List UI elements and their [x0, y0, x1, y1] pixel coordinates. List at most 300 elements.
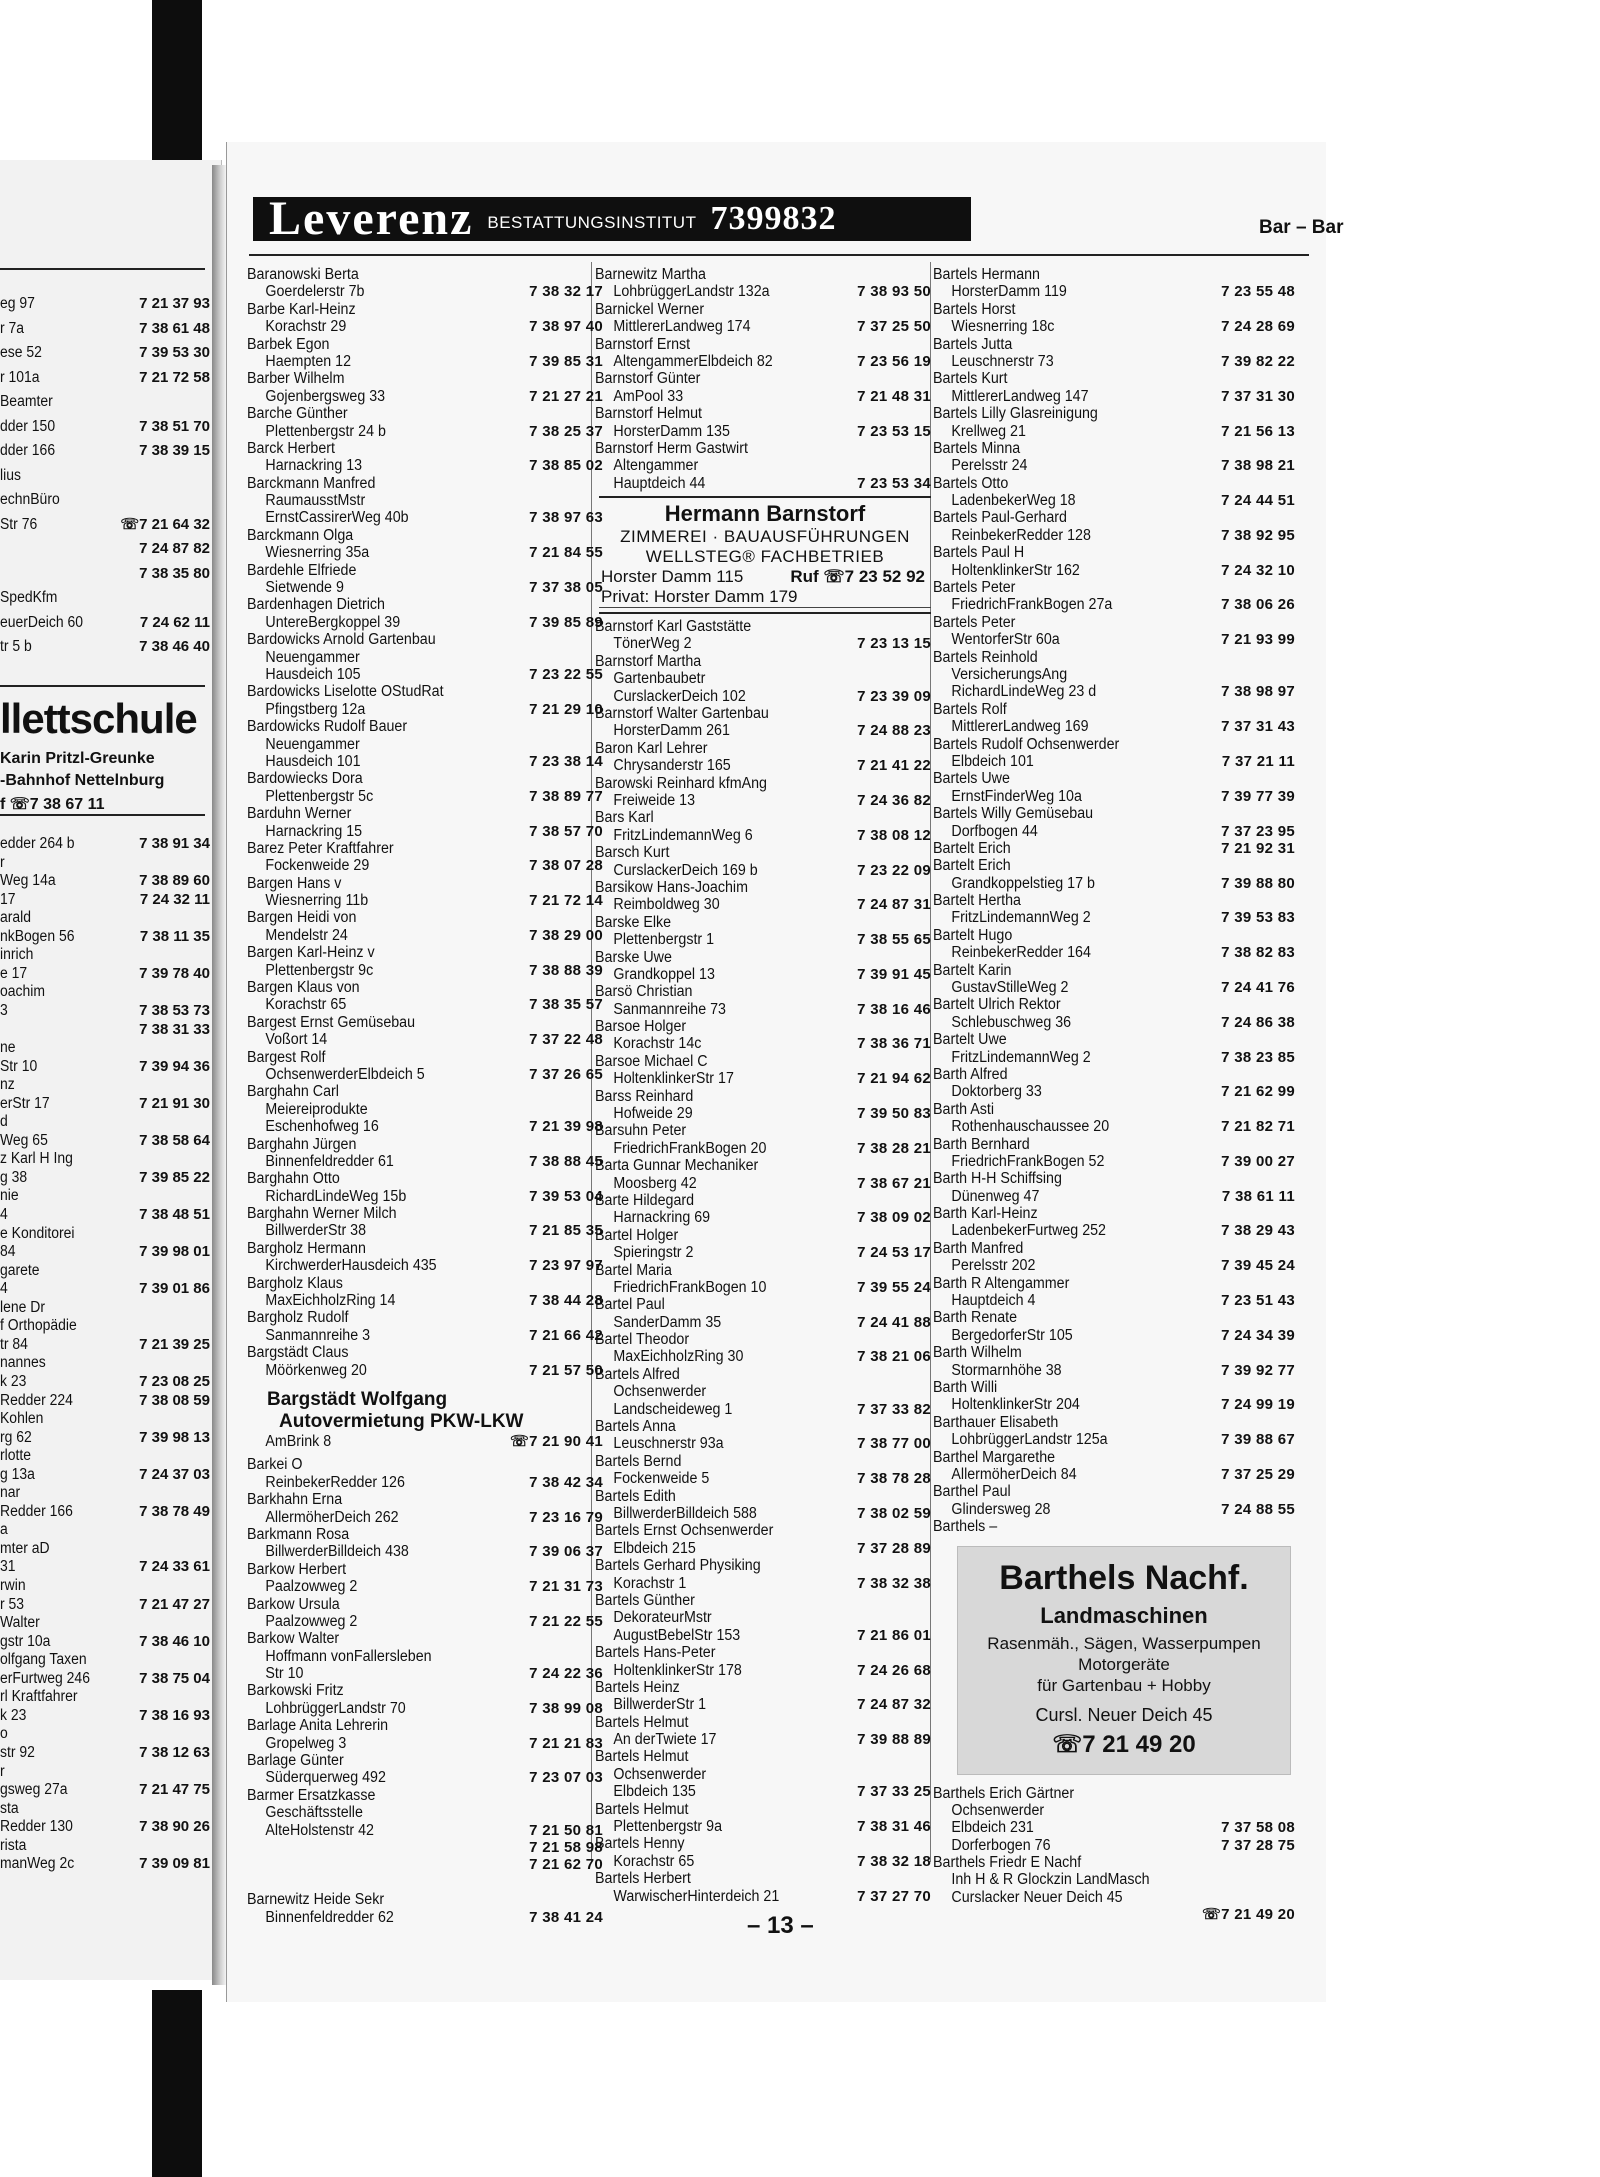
listing-line — [247, 1769, 607, 1786]
listing-line — [595, 1401, 935, 1418]
listing-line — [933, 770, 1299, 787]
left-listing-text: eg 97 — [0, 295, 35, 312]
listing-line — [595, 1001, 935, 1018]
address-text: Wiesnerring 11b — [265, 892, 369, 910]
subscriber-name: Bardowiecks Dora — [247, 770, 363, 788]
address-text: Str 10 — [265, 1665, 304, 1683]
listing-line — [247, 1613, 607, 1630]
listing-line — [595, 775, 935, 792]
left-page-rule — [0, 814, 205, 816]
left-listing-text: nar — [0, 1484, 21, 1502]
listing-line — [933, 649, 1299, 666]
ad-barnstorf-address — [599, 567, 931, 587]
listing-line — [247, 1066, 607, 1083]
subscriber-name: Barkmann Rosa — [247, 1525, 350, 1543]
listing-line — [595, 931, 935, 948]
listing-line — [595, 757, 935, 774]
phone-number: 7 38 48 51 — [139, 1206, 210, 1223]
address-text: Ochsenwerder — [951, 1801, 1045, 1819]
listing-line — [247, 614, 607, 631]
address-text: Harnackring 15 — [265, 822, 363, 840]
address-text: Rothenhauschaussee 20 — [951, 1118, 1110, 1136]
address-text: Plettenbergstr 24 b — [265, 422, 386, 440]
subscriber-name: Barmer Ersatzkasse — [247, 1786, 376, 1804]
listing-line — [595, 388, 935, 405]
left-listing-text: d — [0, 1113, 8, 1131]
phone-number: 7 23 13 15 — [857, 635, 931, 653]
left-listing-text: r 53 — [0, 1595, 25, 1613]
listing-line — [933, 562, 1299, 579]
listing-line — [595, 1244, 935, 1261]
subscriber-name: Bartelt Erich — [933, 857, 1011, 875]
subscriber-name: Barske Elke — [595, 913, 672, 931]
subscriber-name: Bartels Günther — [595, 1591, 695, 1609]
address-text: AllermöherDeich 262 — [265, 1508, 399, 1526]
address-text: Paalzowweg 2 — [265, 1578, 358, 1596]
listing-line — [247, 1240, 607, 1257]
phone-number: 7 37 33 82 — [857, 1400, 931, 1418]
phone-number: 7 38 25 37 — [529, 422, 603, 440]
listing-line — [595, 1557, 935, 1574]
subscriber-name: Bartel Maria — [595, 1261, 672, 1279]
listing-line — [247, 353, 607, 370]
left-listing-text: ese 52 — [0, 344, 42, 361]
subscriber-name: Baranowski Berta — [247, 266, 359, 283]
left-listing-text: f Orthopädie — [0, 1317, 77, 1335]
listing-line — [933, 1327, 1299, 1344]
subscriber-name: Bardenhagen Dietrich — [247, 596, 385, 614]
phone-number: 7 24 41 88 — [857, 1313, 931, 1331]
address-text: Dünenweg 47 — [951, 1187, 1040, 1205]
subscriber-name: Barckmann Olga — [247, 526, 354, 544]
subscriber-name: Bartels Uwe — [933, 770, 1010, 788]
listing-line — [595, 1053, 935, 1070]
left-ad-line: f ☏7 38 67 11 — [0, 796, 105, 813]
listing-line — [933, 1414, 1299, 1431]
left-listing-text: rista — [0, 1836, 27, 1854]
listing-line — [595, 318, 935, 335]
left-listing-text: r 7a — [0, 319, 25, 337]
address-text: AltengammerElbdeich 82 — [613, 352, 773, 370]
subscriber-name: Bartels Paul-Gerhard — [933, 509, 1067, 527]
listing-line — [247, 753, 607, 770]
subscriber-name: Barth Karl-Heinz — [933, 1205, 1038, 1223]
subscriber-name: Barduhn Werner — [247, 805, 352, 823]
subscriber-name: Barckmann Manfred — [247, 474, 376, 492]
subscriber-name: Bartels Anna — [595, 1418, 676, 1436]
address-text: ReinbekerRedder 126 — [265, 1473, 405, 1491]
ad-barthels-products: Rasenmäh., Sägen, Wasserpumpen — [987, 1633, 1261, 1653]
listing-line — [595, 809, 935, 826]
left-listing-text: o — [0, 1725, 8, 1743]
header-rule — [249, 254, 1309, 256]
phone-number: 7 21 72 14 — [529, 892, 603, 910]
listing-line — [595, 618, 935, 635]
subscriber-name: Barnewitz Martha — [595, 266, 706, 283]
left-listing-text: erFurtweg 246 — [0, 1669, 90, 1687]
listing-line — [247, 892, 607, 909]
listing-line — [933, 840, 1299, 857]
subscriber-name: Barsö Christian — [595, 983, 693, 1001]
listing-line — [247, 1804, 607, 1821]
left-listing-text: Redder 130 — [0, 1818, 73, 1836]
subscriber-name: Bartels Kurt — [933, 370, 1008, 388]
left-listing-text: 31 — [0, 1558, 16, 1576]
phone-number: 7 37 31 30 — [1221, 387, 1295, 405]
listing-line — [595, 1470, 935, 1487]
phone-number: 7 38 23 85 — [1221, 1048, 1295, 1066]
address-text: Binnenfeldredder 61 — [265, 1152, 394, 1170]
subscriber-name: Bardowicks Arnold Gartenbau — [247, 631, 436, 649]
listing-line — [933, 1083, 1299, 1100]
listing-line — [247, 1822, 607, 1839]
listing-line — [247, 1292, 607, 1309]
listing-line — [247, 596, 607, 613]
listing-line — [247, 1275, 607, 1292]
left-listing-text: ne — [0, 1039, 16, 1057]
address-text: ReinbekerRedder 164 — [951, 944, 1091, 962]
phone-number: 7 38 97 40 — [529, 318, 603, 336]
listing-line — [933, 1466, 1299, 1483]
left-listing-text: e Konditorei — [0, 1224, 75, 1242]
listing-line — [595, 405, 935, 422]
listing-line — [595, 370, 935, 387]
address-text: GustavStilleWeg 2 — [951, 979, 1069, 997]
phone-number: 7 39 91 45 — [857, 965, 931, 983]
listing-line — [933, 909, 1299, 926]
subscriber-name: Barth Willi — [933, 1379, 998, 1396]
listing-line — [595, 353, 935, 370]
subscriber-name: Barske Uwe — [595, 948, 672, 966]
address-text: CurslackerDeich 102 — [613, 687, 746, 705]
address-text: Binnenfeldredder 62 — [265, 1908, 394, 1926]
subscriber-name: Barnstorf Helmut — [595, 405, 702, 423]
left-listing-text: nkBogen 56 — [0, 927, 75, 945]
address-text: Voßort 14 — [265, 1031, 328, 1049]
subscriber-name: Bargen Hans v — [247, 874, 342, 892]
subscriber-name: Bartelt Ulrich Rektor — [933, 996, 1061, 1014]
left-listing-text: lius — [0, 466, 21, 484]
subscriber-name: Barghahn Otto — [247, 1170, 340, 1188]
phone-number: 7 38 39 15 — [139, 442, 210, 459]
subscriber-name: Bardowicks Rudolf Bauer — [247, 718, 408, 736]
listing-line — [933, 1136, 1299, 1153]
phone-number: 7 38 58 64 — [139, 1131, 210, 1149]
left-page-rule — [0, 685, 205, 687]
left-listing-text: 17 — [0, 890, 16, 908]
address-text: MittlererLandweg 174 — [613, 318, 751, 336]
left-listing-text: erStr 17 — [0, 1094, 50, 1112]
address-text: AmPool 33 — [613, 387, 684, 405]
address-text: VersicherungsAng — [951, 665, 1068, 683]
phone-number: 7 21 39 25 — [139, 1335, 210, 1353]
subscriber-name: Barkhahn Erna — [247, 1491, 343, 1509]
subscriber-name: Bartels Paul H — [933, 544, 1025, 562]
listing-line — [247, 1891, 607, 1908]
phone-number: 7 21 91 30 — [139, 1094, 210, 1112]
address-text: BillwerderStr 38 — [265, 1222, 367, 1240]
listing-line — [247, 1101, 607, 1118]
address-text: WentorferStr 60a — [951, 631, 1060, 649]
listing-line — [595, 1088, 935, 1105]
listing-line — [247, 1909, 607, 1926]
left-ad-line: -Bahnhof Nettelnburg — [0, 772, 165, 789]
banner-subtitle: BESTATTUNGSINSTITUT — [487, 213, 697, 232]
ad-barnstorf-trade: ZIMMEREI · BAUAUSFÜHRUNGEN — [620, 527, 910, 547]
subscriber-name: Barsoe Michael C — [595, 1052, 708, 1070]
phone-number: 7 38 41 24 — [529, 1908, 603, 1926]
address-text: MittlererLandweg 147 — [951, 387, 1089, 405]
listing-line — [933, 353, 1299, 370]
listing-line — [247, 1787, 607, 1804]
listing-line — [595, 1314, 935, 1331]
listing-line — [247, 1856, 607, 1873]
subscriber-name: Barlage Günter — [247, 1752, 344, 1770]
left-listing-text: nannes — [0, 1354, 46, 1372]
phone-number: 7 38 92 95 — [1221, 526, 1295, 544]
listing-line — [247, 1491, 607, 1508]
phone-number: 7 38 55 65 — [857, 931, 931, 949]
listing-line — [933, 1379, 1299, 1396]
address-text: Ochsenwerder — [613, 1383, 707, 1401]
listing-line — [933, 892, 1299, 909]
phone-number: 7 21 94 62 — [857, 1070, 931, 1088]
listing-line — [247, 875, 607, 892]
left-listing-text: r — [0, 853, 5, 871]
left-listing-text: sta — [0, 1799, 19, 1817]
banner-phone: 7399832 — [710, 200, 837, 237]
listing-line — [933, 1906, 1299, 1923]
phone-number: 7 24 44 51 — [1221, 492, 1295, 510]
listing-line — [933, 301, 1299, 318]
phone-number: 7 21 39 98 — [529, 1118, 603, 1136]
listing-line — [247, 736, 607, 753]
address-text: Plettenbergstr 9a — [613, 1818, 723, 1836]
page-header: Bar – Bar — [1259, 217, 1344, 238]
phone-number: 7 24 22 36 — [529, 1665, 603, 1683]
phone-number: 7 38 32 18 — [857, 1852, 931, 1870]
listing-line — [595, 1575, 935, 1592]
subscriber-name: Barth Renate — [933, 1309, 1018, 1327]
address-text: KirchwerderHausdeich 435 — [265, 1257, 437, 1275]
listing-line — [933, 283, 1299, 300]
subscriber-name: Barkow Ursula — [247, 1595, 340, 1613]
subscriber-name: Barkowski Fritz — [247, 1682, 344, 1700]
address-text: HoltenklinkerStr 17 — [613, 1070, 734, 1088]
listing-line — [247, 1474, 607, 1491]
listing-group — [595, 618, 935, 1905]
phone-number: 7 38 78 49 — [139, 1502, 210, 1520]
phone-number: 7 38 44 28 — [529, 1292, 603, 1310]
listing-line — [933, 857, 1299, 874]
listing-line — [933, 1066, 1299, 1083]
listing-line — [595, 688, 935, 705]
listing-line — [933, 1118, 1299, 1135]
listing-line — [933, 718, 1299, 735]
address-text: LohbrüggerLandstr 132a — [613, 283, 770, 301]
subscriber-name: Bargest Rolf — [247, 1048, 326, 1066]
listing-line — [595, 705, 935, 722]
listing-line — [247, 788, 607, 805]
left-page-rule — [0, 268, 205, 270]
subscriber-name: Barghahn Carl — [247, 1083, 339, 1101]
listing-line — [933, 1031, 1299, 1048]
left-listing-text: 4 — [0, 1280, 8, 1298]
ad-bargstaedt-address — [247, 1433, 607, 1450]
address-text: Elbdeich 101 — [951, 752, 1034, 770]
listing-line — [247, 1456, 607, 1473]
subscriber-name: Bartels Herbert — [595, 1870, 691, 1888]
listing-line — [247, 423, 607, 440]
address-text: Hauptdeich 44 — [613, 474, 706, 492]
listing-line — [933, 1049, 1299, 1066]
address-text: Sanmannreihe 73 — [613, 1000, 726, 1018]
listing-line — [595, 896, 935, 913]
subscriber-name: Barte Hildegard — [595, 1191, 695, 1209]
subscriber-name: Bartelt Hugo — [933, 926, 1013, 944]
address-text: Korachstr 65 — [613, 1852, 695, 1870]
address-text: OchsenwerderElbdeich 5 — [265, 1065, 425, 1083]
phone-number: 7 24 36 82 — [857, 791, 931, 809]
ad-barnstorf-private: Privat: Horster Damm 179 — [599, 587, 931, 608]
ad-bargstaedt — [247, 1389, 607, 1450]
listing-line — [595, 879, 935, 896]
phone-number: 7 38 46 40 — [139, 638, 210, 655]
address-text: Korachstr 29 — [265, 318, 347, 336]
address-text: Krellweg 21 — [951, 422, 1026, 440]
address-text: Haempten 12 — [265, 352, 352, 370]
phone-number: 7 24 87 82 — [139, 540, 210, 557]
listing-line — [247, 1170, 607, 1187]
phone-number: 7 21 62 70 — [529, 1856, 603, 1874]
address-text: AllermöherDeich 84 — [951, 1465, 1077, 1483]
left-listing-text: gsweg 27a — [0, 1781, 68, 1799]
address-text: HoltenklinkerStr 178 — [613, 1661, 742, 1679]
listing-line — [247, 857, 607, 874]
subscriber-name: Barowski Reinhard kfmAng — [595, 774, 767, 792]
left-listing-text: r 101a — [0, 368, 40, 386]
address-text: Neuengammer — [265, 735, 360, 753]
phone-number: 7 38 85 02 — [529, 457, 603, 475]
subscriber-name: Barnstorf Walter Gartenbau — [595, 705, 769, 723]
subscriber-name: Barnstorf Herm Gastwirt — [595, 439, 748, 457]
left-listing-text: dder 166 — [0, 442, 56, 459]
address-text: Wiesnerring 18c — [951, 318, 1055, 336]
listing-line — [247, 1630, 607, 1647]
phone-number: 7 38 28 21 — [857, 1139, 931, 1157]
listing-line — [595, 1679, 935, 1696]
subscriber-name: Bartel Paul — [595, 1296, 665, 1314]
listing-line — [933, 1396, 1299, 1413]
listing-line — [595, 1818, 935, 1835]
listing-line — [247, 996, 607, 1013]
ad-barthels-phone: ☏7 21 49 20 — [1052, 1730, 1196, 1758]
phone-number: 7 37 23 95 — [1221, 822, 1295, 840]
phone-number: 7 24 88 23 — [857, 722, 931, 740]
listing-line — [595, 301, 935, 318]
listing-line — [933, 1854, 1299, 1871]
subscriber-name: Bartels Helmut — [595, 1713, 689, 1731]
phone-number: 7 38 77 00 — [857, 1435, 931, 1453]
left-listing-text: Weg 14a — [0, 872, 56, 890]
subscriber-name: Barth Wilhelm — [933, 1344, 1022, 1362]
address-text: Korachstr 14c — [613, 1035, 702, 1053]
listing-line — [247, 666, 607, 683]
phone-number: 7 21 86 01 — [857, 1626, 931, 1644]
subscriber-name: Barbe Karl-Heinz — [247, 300, 356, 318]
listing-line — [595, 740, 935, 757]
listing-line — [595, 1383, 935, 1400]
address-text: ErnstCassirerWeg 40b — [265, 509, 409, 527]
subscriber-name: Bartels Minna — [933, 439, 1021, 457]
subscriber-name: Barnstorf Günter — [595, 370, 701, 388]
listing-line — [247, 631, 607, 648]
address-text: Sanmannreihe 3 — [265, 1326, 371, 1344]
left-listing-text: e 17 — [0, 964, 28, 982]
address-text: Hoffmann vonFallersleben — [265, 1647, 432, 1665]
listing-line — [933, 1014, 1299, 1031]
phone-number: 7 38 02 59 — [857, 1505, 931, 1522]
address-text: HorsterDamm 261 — [613, 722, 730, 740]
subscriber-name: Barnstorf Ernst — [595, 335, 691, 353]
phone-number: 7 37 38 05 — [529, 579, 603, 597]
subscriber-name: Barthels Friedr E Nachf — [933, 1854, 1082, 1872]
left-listing-text: Redder 166 — [0, 1502, 73, 1520]
address-text: Spieringstr 2 — [613, 1244, 694, 1262]
listing-line — [933, 1362, 1299, 1379]
scan-strip-top — [152, 0, 202, 170]
left-listing-text: 3 — [0, 1001, 8, 1019]
left-listing-text: manWeg 2c — [0, 1855, 75, 1873]
subscriber-name: Bartels Edith — [595, 1487, 676, 1505]
phone-number: 7 38 78 28 — [857, 1470, 931, 1488]
subscriber-name: Barsikow Hans-Joachim — [595, 878, 748, 896]
listing-line — [247, 1083, 607, 1100]
subscriber-name: Bartels Bernd — [595, 1452, 682, 1470]
subscriber-name: Bargholz Hermann — [247, 1239, 366, 1257]
phone-number: 7 39 88 80 — [1221, 874, 1295, 892]
address-text: UntereBergkoppel 39 — [265, 613, 401, 631]
listing-line — [595, 1888, 935, 1905]
phone-number: 7 38 08 59 — [139, 1391, 210, 1409]
phone-number: 7 39 09 81 — [139, 1855, 210, 1873]
subscriber-name: Bartels Henny — [595, 1835, 685, 1853]
address-text: Doktorberg 33 — [951, 1083, 1042, 1101]
phone-number: 7 39 00 27 — [1221, 1152, 1295, 1170]
left-listing-text: arald — [0, 909, 32, 927]
listing-line — [933, 1222, 1299, 1239]
listing-line — [247, 840, 607, 857]
phone-number: 7 38 07 28 — [529, 857, 603, 875]
listing-line — [247, 266, 607, 283]
phone-number: 7 23 16 79 — [529, 1508, 603, 1526]
left-listing-text: tr 84 — [0, 1335, 28, 1353]
subscriber-name: Bartels Reinhold — [933, 648, 1038, 666]
subscriber-name: Barthel Margarethe — [933, 1448, 1056, 1466]
phone-number: 7 23 08 25 — [139, 1372, 210, 1390]
listing-line — [595, 1122, 935, 1139]
phone-number: 7 23 97 97 — [529, 1257, 603, 1275]
phone-number: 7 24 62 11 — [139, 613, 210, 631]
phone-number: 7 24 33 61 — [139, 1558, 210, 1576]
listing-line — [247, 701, 607, 718]
phone-number: 7 38 99 08 — [529, 1699, 603, 1717]
address-text: Freiweide 13 — [613, 791, 696, 809]
phone-number: 7 38 29 00 — [529, 926, 603, 944]
phone-number: 7 38 46 10 — [139, 1632, 210, 1650]
phone-number: 7 24 87 31 — [857, 896, 931, 914]
listing-line — [595, 1696, 935, 1713]
